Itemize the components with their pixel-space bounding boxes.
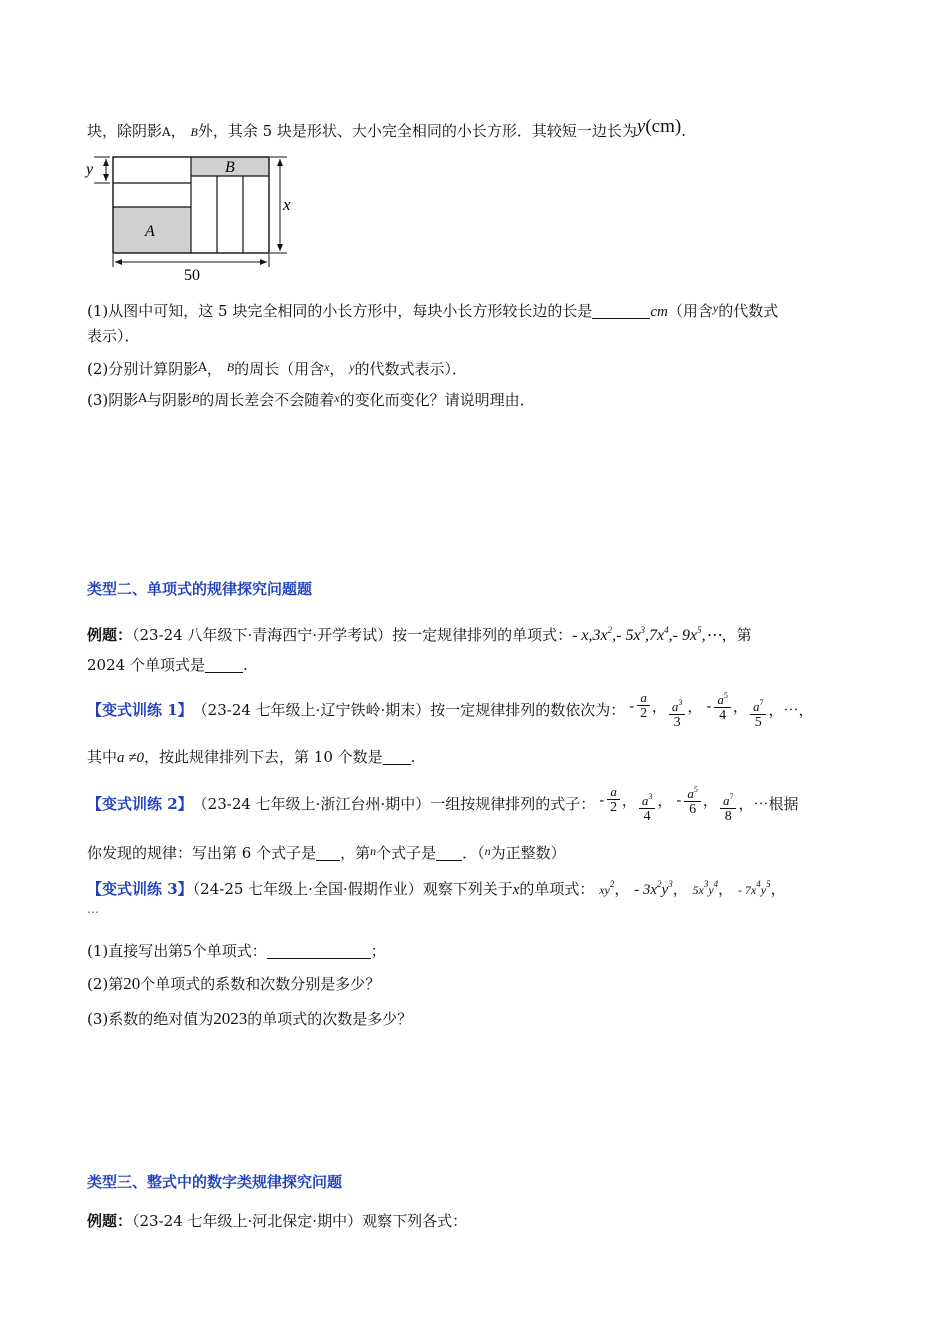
variant-1 — [87, 688, 813, 732]
q2-text: (2)分别计算阴影 — [87, 360, 199, 378]
q1-text: (1)从图中可知，这 5 块完全相同的小长方形中，每块小长方形较长边的长是 — [87, 302, 593, 320]
fraction — [714, 689, 731, 724]
sep: ， — [206, 360, 222, 378]
numerator: $a^7$ — [750, 696, 767, 715]
section-3-title: 类型三、整式中的数字类规律探究问题 — [87, 1173, 343, 1191]
var-y: y — [636, 116, 646, 137]
exponent: 2 — [609, 879, 615, 889]
example-text: （23-24 八年级下·青海西宁·开学考试）按一定规律排列的单项式： — [132, 626, 573, 644]
answer-blank[interactable] — [316, 846, 340, 861]
exponent: 4 — [713, 879, 719, 889]
intro-text-2: 外，其余 5 块是形状、大小完全相同的小长方形．其较短一边长为 — [197, 122, 637, 140]
example-3 — [87, 1210, 467, 1232]
q3-text: (3)阴影 — [87, 391, 139, 409]
minus-sign: - — [599, 791, 605, 810]
q-text: (1)直接写出第 — [87, 942, 184, 960]
example-line2: 2024 个单项式是 — [87, 656, 205, 674]
q-text: (3)系数的绝对值为 — [87, 1010, 214, 1028]
q-text: (2)第 — [87, 975, 124, 993]
exponent: 7 — [729, 792, 734, 802]
denominator: 3 — [673, 715, 681, 731]
variant-2-line2e: 为正整数） — [490, 844, 566, 862]
example-text: （23-24 七年级上·河北保定·期中）观察下列各式： — [132, 1212, 468, 1230]
fraction-term — [702, 689, 733, 724]
numerator: $a^5$ — [684, 783, 701, 802]
q-text: 的单项式的次数是多少？ — [247, 1010, 413, 1028]
example-2-cont — [87, 654, 248, 676]
term: y — [760, 883, 767, 897]
term: - 3x — [634, 882, 658, 898]
exponent: 5 — [693, 784, 698, 794]
numerator: a — [637, 691, 650, 706]
denominator: 8 — [724, 809, 732, 825]
question-3 — [87, 387, 535, 411]
answer-blank[interactable] — [383, 750, 411, 765]
variant-3-q1 — [87, 940, 386, 962]
fraction-term — [625, 691, 652, 722]
exponent: 2 — [607, 625, 613, 635]
q1-text-2: （用含 — [667, 302, 713, 320]
variant-1-line2a: 其中 — [87, 748, 118, 766]
sep: ， — [170, 122, 186, 140]
variant-1-label: 【变式训练 1】 — [87, 701, 193, 719]
exponent: 2 — [657, 879, 662, 889]
variant-3: 【变式训练 3】（24-25 七年级上·全国·假期作业）观察下列关于x的单项式： $xy^2$， - $3x^2y^3$， $5x^3y^4$， - $7x^4y^5$， — [87, 879, 786, 898]
var-n: n — [370, 844, 377, 858]
exponent: 3 — [648, 792, 653, 802]
monomial-4 — [737, 879, 771, 897]
question-1-cont — [87, 325, 140, 347]
numerator: $a^3$ — [669, 696, 686, 715]
variant-2-line2b: ，第 — [340, 844, 371, 862]
number: 5 — [183, 941, 192, 960]
variant-2-line2d: ．（ — [462, 844, 485, 862]
period: . — [410, 748, 416, 766]
exponent: 3 — [678, 698, 683, 708]
denominator: 4 — [643, 809, 651, 825]
fraction — [684, 783, 701, 818]
var-a: A — [198, 360, 207, 374]
denominator: 5 — [754, 715, 762, 731]
term: ,7x — [645, 627, 665, 644]
var-b: B — [191, 391, 200, 405]
term: y — [708, 883, 714, 897]
variant-2-line2c: 个式子是 — [376, 844, 437, 862]
comma: ， — [657, 791, 673, 810]
semicolon: ； — [370, 942, 386, 960]
q2-text-3: 的代数式表示）． — [354, 360, 468, 378]
example-2 — [87, 619, 752, 647]
numerator: a — [607, 785, 620, 800]
numerator: $a^5$ — [714, 689, 731, 708]
var-b: B — [190, 125, 198, 139]
label-50: 50 — [184, 267, 200, 284]
fraction-term — [718, 790, 739, 825]
question-1 — [87, 297, 778, 323]
var-x: x — [512, 882, 520, 898]
sequence-expression — [572, 627, 722, 644]
comma: ， — [702, 791, 718, 810]
unit: (cm) — [645, 116, 682, 137]
fraction-term — [672, 783, 703, 818]
fraction-term — [667, 696, 688, 731]
term: 5x — [692, 883, 704, 897]
variant-2-label: 【变式训练 2】 — [87, 795, 193, 813]
q-text: 个单项式： — [191, 942, 267, 960]
fraction-term — [748, 696, 769, 731]
fraction — [607, 785, 620, 816]
answer-blank[interactable] — [592, 304, 650, 319]
comma: ， — [651, 697, 667, 716]
variant-1-tail: ，⋯， — [768, 701, 814, 719]
variant-2-text: （23-24 七年级上·浙江台州·期中）一组按规律排列的式子： — [192, 795, 596, 813]
variant-3-text: （24-25 七年级上·全国·假期作业）观察下列关于 — [192, 880, 513, 898]
exponent: 5 — [697, 625, 702, 635]
section-2-title: 类型二、单项式的规律探究问题题 — [87, 580, 313, 598]
answer-blank[interactable] — [205, 658, 243, 673]
minus-sign: - — [629, 697, 635, 716]
denominator: 2 — [610, 799, 618, 815]
variant-1-cont — [87, 746, 415, 769]
unit-cm: cm — [650, 304, 668, 320]
monomial-3 — [692, 879, 719, 897]
comma: ， — [732, 697, 748, 716]
denominator: 2 — [640, 705, 648, 721]
exponent: 3 — [703, 879, 709, 889]
number: 2023 — [213, 1009, 248, 1028]
term: ,- 5x — [612, 627, 641, 644]
variant-1-line2b: ，按此规律排列下去，第 10 个数是 — [144, 748, 383, 766]
intro-line — [87, 116, 687, 143]
term: xy — [599, 883, 610, 897]
fraction — [720, 790, 737, 825]
variant-1-text: （23-24 七年级上·辽宁铁岭·期末）按一定规律排列的数依次为： — [192, 701, 626, 719]
exponent: 3 — [668, 879, 673, 889]
term: ,- 9x — [668, 627, 698, 644]
comma: ， — [687, 697, 703, 716]
variant-3-text2: 的单项式： — [519, 880, 595, 898]
fraction — [637, 691, 650, 722]
q1-text-3: 的代数式 — [718, 302, 779, 320]
period: . — [242, 656, 248, 674]
fraction — [669, 696, 686, 731]
comma: ， — [621, 791, 637, 810]
variant-2-line2a: 你发现的规律：写出第 6 个式子是 — [87, 844, 317, 862]
example-tail: ，第 — [721, 626, 752, 644]
variant-3-dots: ⋯ — [87, 905, 99, 919]
example-label: 例题： — [87, 626, 133, 644]
var-a: A — [162, 125, 171, 139]
fraction-term — [595, 785, 622, 816]
var-b: B — [226, 360, 235, 374]
rectangle-figure — [84, 152, 304, 286]
fraction — [639, 790, 656, 825]
variant-2-tail: ，⋯根据 — [738, 795, 799, 813]
monomial-2 — [634, 879, 673, 898]
answer-blank[interactable] — [436, 846, 462, 861]
denominator: 6 — [689, 801, 697, 817]
term: ,⋯ — [701, 627, 722, 644]
answer-blank[interactable] — [267, 944, 371, 959]
variant-3-q2 — [87, 973, 380, 995]
exponent: 5 — [766, 879, 771, 889]
var-y: y — [712, 301, 719, 315]
variant-3-q3 — [87, 1008, 412, 1030]
label-b: B — [225, 159, 235, 176]
term: y — [661, 882, 669, 898]
q3-text-3: 的周长差会不会随着 — [199, 391, 335, 409]
term: - x,3x — [572, 627, 608, 644]
label-y: y — [86, 161, 94, 178]
var-y: y — [349, 360, 355, 374]
numerator: $a^7$ — [720, 790, 737, 809]
fraction-list — [595, 783, 738, 826]
sep: ， — [329, 360, 345, 378]
denominator: 4 — [719, 707, 727, 723]
fraction-term — [637, 790, 658, 825]
numerator: $a^3$ — [639, 790, 656, 809]
variant-3-label: 【变式训练 3】 — [87, 880, 193, 898]
condition: a ≠0 — [117, 750, 144, 766]
exponent: 4 — [664, 625, 669, 635]
q3-text-4: 的变化而变化？请说明理由． — [339, 391, 535, 409]
exponent: 3 — [640, 625, 646, 635]
example-label: 例题： — [87, 1212, 133, 1230]
var-n: n — [484, 844, 491, 858]
variant-2-cont — [87, 840, 566, 864]
term: - 7x — [737, 883, 757, 897]
q-text: 个单项式的系数和次数分别是多少？ — [140, 975, 381, 993]
minus-sign: - — [676, 791, 682, 810]
q1-text-4: 表示）． — [87, 327, 140, 345]
var-a: A — [138, 391, 147, 405]
label-x: x — [283, 195, 291, 214]
period: . — [681, 122, 687, 140]
fraction — [750, 696, 767, 731]
question-2 — [87, 356, 467, 380]
minus-sign: - — [706, 697, 712, 716]
var-x: x — [324, 360, 330, 374]
exponent: 5 — [723, 690, 728, 700]
exponent: 4 — [756, 879, 761, 889]
number: 20 — [123, 974, 141, 993]
fraction-list — [625, 689, 768, 732]
intro-text: 块，除阴影 — [87, 122, 163, 140]
label-a: A — [145, 223, 155, 240]
q2-text-2: 的周长（用含 — [234, 360, 325, 378]
var-x: x — [334, 391, 340, 405]
exponent: 7 — [759, 698, 764, 708]
q3-text-2: 与阴影 — [146, 391, 192, 409]
variant-2 — [87, 782, 798, 826]
monomial-1 — [599, 879, 615, 897]
